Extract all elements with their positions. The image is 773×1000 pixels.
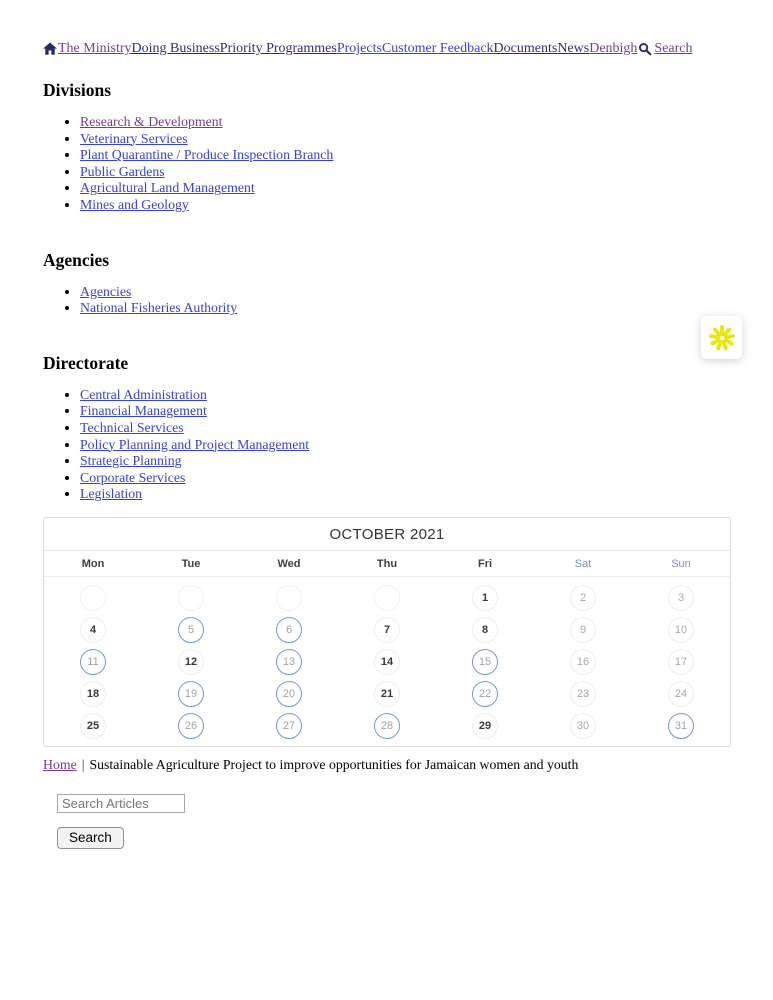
nav-link-priority-programmes[interactable]: Priority Programmes — [219, 41, 337, 56]
search-nav-label[interactable]: Search — [654, 41, 693, 56]
nav-link-doing-business[interactable]: Doing Business — [131, 41, 220, 56]
top-nav — [43, 40, 731, 58]
calendar-cell — [436, 585, 534, 611]
calendar-cell — [632, 617, 730, 643]
calendar-day-29: 29 — [472, 713, 498, 739]
section-directorate — [43, 353, 731, 503]
calendar-day-1: 1 — [472, 585, 498, 611]
calendar-cell — [338, 713, 436, 739]
list-item — [80, 284, 731, 301]
calendar-cell — [44, 713, 142, 739]
calendar-cell — [436, 649, 534, 675]
calendar-cell — [436, 617, 534, 643]
link-research-development[interactable]: Research & Development — [80, 114, 223, 129]
list-item — [80, 420, 731, 437]
calendar-day-25: 25 — [80, 713, 106, 739]
link-veterinary-services[interactable]: Veterinary Services — [80, 130, 188, 146]
calendar-cell — [436, 681, 534, 707]
calendar-weekday-sat: Sat — [574, 557, 592, 570]
list-item — [80, 486, 731, 503]
list-item — [80, 197, 731, 214]
list-item — [80, 470, 731, 487]
search-icon — [638, 42, 652, 56]
calendar-day-30: 30 — [570, 713, 596, 739]
calendar-cell — [534, 649, 632, 675]
calendar-cell — [142, 649, 240, 675]
calendar-cell — [338, 649, 436, 675]
search-link[interactable] — [637, 40, 692, 58]
calendar-day-10: 10 — [668, 617, 694, 643]
calendar-cell — [534, 617, 632, 643]
link-corporate-services[interactable]: Corporate Services — [80, 469, 186, 485]
page-content — [43, 40, 731, 849]
calendar-day-15[interactable]: 15 — [472, 649, 498, 675]
list-item — [80, 180, 731, 197]
nav-link-projects[interactable]: Projects — [336, 41, 382, 56]
calendar-weekday-tue: Tue — [181, 557, 201, 570]
section-list — [43, 284, 731, 317]
calendar-cell — [44, 617, 142, 643]
calendar-weekday-thu: Thu — [376, 557, 398, 570]
calendar-day-27[interactable]: 27 — [276, 713, 302, 739]
calendar-cell — [44, 649, 142, 675]
accessibility-widget[interactable] — [701, 316, 742, 359]
calendar-day-23: 23 — [570, 681, 596, 707]
list-item — [80, 403, 731, 420]
link-public-gardens[interactable]: Public Gardens — [80, 163, 165, 179]
calendar-cell — [338, 617, 436, 643]
calendar-weekday-sun: Sun — [671, 557, 691, 570]
calendar-cell — [240, 585, 338, 611]
calendar-cell — [142, 713, 240, 739]
calendar-cell — [44, 681, 142, 707]
calendar-month-title: OCTOBER 2021 — [44, 518, 730, 551]
list-item — [80, 114, 731, 131]
calendar-cell — [142, 617, 240, 643]
calendar-cell — [44, 585, 142, 611]
calendar-cell — [436, 713, 534, 739]
home-link[interactable]: Home — [43, 756, 77, 772]
calendar-day-24: 24 — [668, 681, 694, 707]
calendar-day-12: 12 — [178, 649, 204, 675]
link-agencies[interactable]: Agencies — [80, 283, 132, 299]
calendar-day-5[interactable]: 5 — [178, 617, 204, 643]
calendar-cell — [534, 585, 632, 611]
article-search — [57, 794, 731, 849]
calendar-cell — [534, 713, 632, 739]
link-central-administration[interactable]: Central Administration — [80, 386, 207, 402]
calendar-weekday-mon: Mon — [81, 557, 105, 570]
nav-links — [58, 40, 637, 58]
calendar-day-empty — [276, 585, 302, 611]
link-policy-planning-and-project-management[interactable]: Policy Planning and Project Management — [80, 436, 310, 452]
calendar-day-17: 17 — [668, 649, 694, 675]
list-item — [80, 164, 731, 181]
calendar-day-11[interactable]: 11 — [80, 649, 106, 675]
calendar-weekday-wed: Wed — [277, 557, 301, 570]
calendar-weekday-row — [44, 551, 730, 577]
list-item — [80, 131, 731, 148]
section-heading-directorate: Directorate — [43, 352, 129, 373]
calendar-day-31[interactable]: 31 — [668, 713, 694, 739]
list-item — [80, 453, 731, 470]
list-item — [80, 437, 731, 454]
section-list — [43, 114, 731, 214]
list-item — [80, 300, 731, 317]
calendar-day-3: 3 — [668, 585, 694, 611]
calendar-weekday-fri: Fri — [477, 557, 493, 570]
list-item — [80, 387, 731, 404]
calendar-day-21: 21 — [374, 681, 400, 707]
section-list — [43, 387, 731, 503]
section-heading-agencies: Agencies — [43, 249, 110, 270]
link-mines-and-geology[interactable]: Mines and Geology — [80, 196, 189, 212]
link-technical-services[interactable]: Technical Services — [80, 419, 184, 435]
link-financial-management[interactable]: Financial Management — [80, 403, 207, 419]
calendar-grid — [44, 577, 730, 746]
nav-link-customer-feedback[interactable]: Customer Feedback — [381, 41, 494, 56]
calendar-cell — [240, 681, 338, 707]
calendar-day-empty — [80, 585, 106, 611]
calendar-cell — [240, 617, 338, 643]
calendar-cell — [240, 713, 338, 739]
sections-container — [43, 80, 731, 503]
calendar-day-20[interactable]: 20 — [276, 681, 302, 707]
section-divisions — [43, 80, 731, 214]
calendar-day-empty — [374, 585, 400, 611]
calendar-cell — [338, 585, 436, 611]
section-agencies — [43, 250, 731, 317]
breadcrumb — [43, 756, 731, 774]
events-calendar — [43, 517, 731, 747]
calendar-cell — [534, 681, 632, 707]
calendar-day-14: 14 — [374, 649, 400, 675]
calendar-cell — [632, 681, 730, 707]
calendar-day-2: 2 — [570, 585, 596, 611]
calendar-cell — [142, 681, 240, 707]
nav-link-denbigh[interactable]: Denbigh — [589, 41, 638, 56]
calendar-day-18: 18 — [80, 681, 106, 707]
calendar-day-22[interactable]: 22 — [472, 681, 498, 707]
calendar-day-7: 7 — [374, 617, 400, 643]
link-agricultural-land-management[interactable]: Agricultural Land Management — [80, 180, 255, 196]
nav-link-documents[interactable]: Documents — [493, 41, 558, 56]
search-articles-button[interactable]: Search — [57, 827, 124, 849]
calendar-day-9: 9 — [570, 617, 596, 643]
link-national-fisheries-authority[interactable]: National Fisheries Authority — [80, 300, 238, 316]
home-icon[interactable] — [43, 42, 57, 56]
search-articles-input[interactable] — [57, 794, 185, 813]
section-heading-divisions: Divisions — [43, 80, 112, 100]
calendar-cell — [240, 649, 338, 675]
calendar-day-13[interactable]: 13 — [276, 649, 302, 675]
calendar-cell — [632, 649, 730, 675]
calendar-cell — [632, 585, 730, 611]
breadcrumb-separator: | — [81, 756, 85, 772]
link-legislation[interactable]: Legislation — [80, 486, 143, 502]
calendar-day-19[interactable]: 19 — [178, 681, 204, 707]
nav-link-news[interactable]: News — [557, 41, 590, 56]
calendar-day-4: 4 — [80, 617, 106, 643]
calendar-cell — [632, 713, 730, 739]
calendar-day-empty — [178, 585, 204, 611]
list-item — [80, 147, 731, 164]
page-title: Sustainable Agriculture Project to improve opportunities for Jamaican women and youth — [89, 756, 579, 772]
nav-link-the-ministry[interactable]: The Ministry — [58, 41, 132, 56]
asterisk-icon — [708, 324, 736, 352]
calendar-day-28[interactable]: 28 — [374, 713, 400, 739]
calendar-cell — [142, 585, 240, 611]
link-strategic-planning[interactable]: Strategic Planning — [80, 453, 182, 469]
calendar-day-26[interactable]: 26 — [178, 713, 204, 739]
calendar-day-8: 8 — [472, 617, 498, 643]
calendar-day-16: 16 — [570, 649, 596, 675]
calendar-day-6[interactable]: 6 — [276, 617, 302, 643]
link-plant-quarantine-produce-inspection-branch[interactable]: Plant Quarantine / Produce Inspection Branch — [80, 147, 334, 163]
calendar-cell — [338, 681, 436, 707]
